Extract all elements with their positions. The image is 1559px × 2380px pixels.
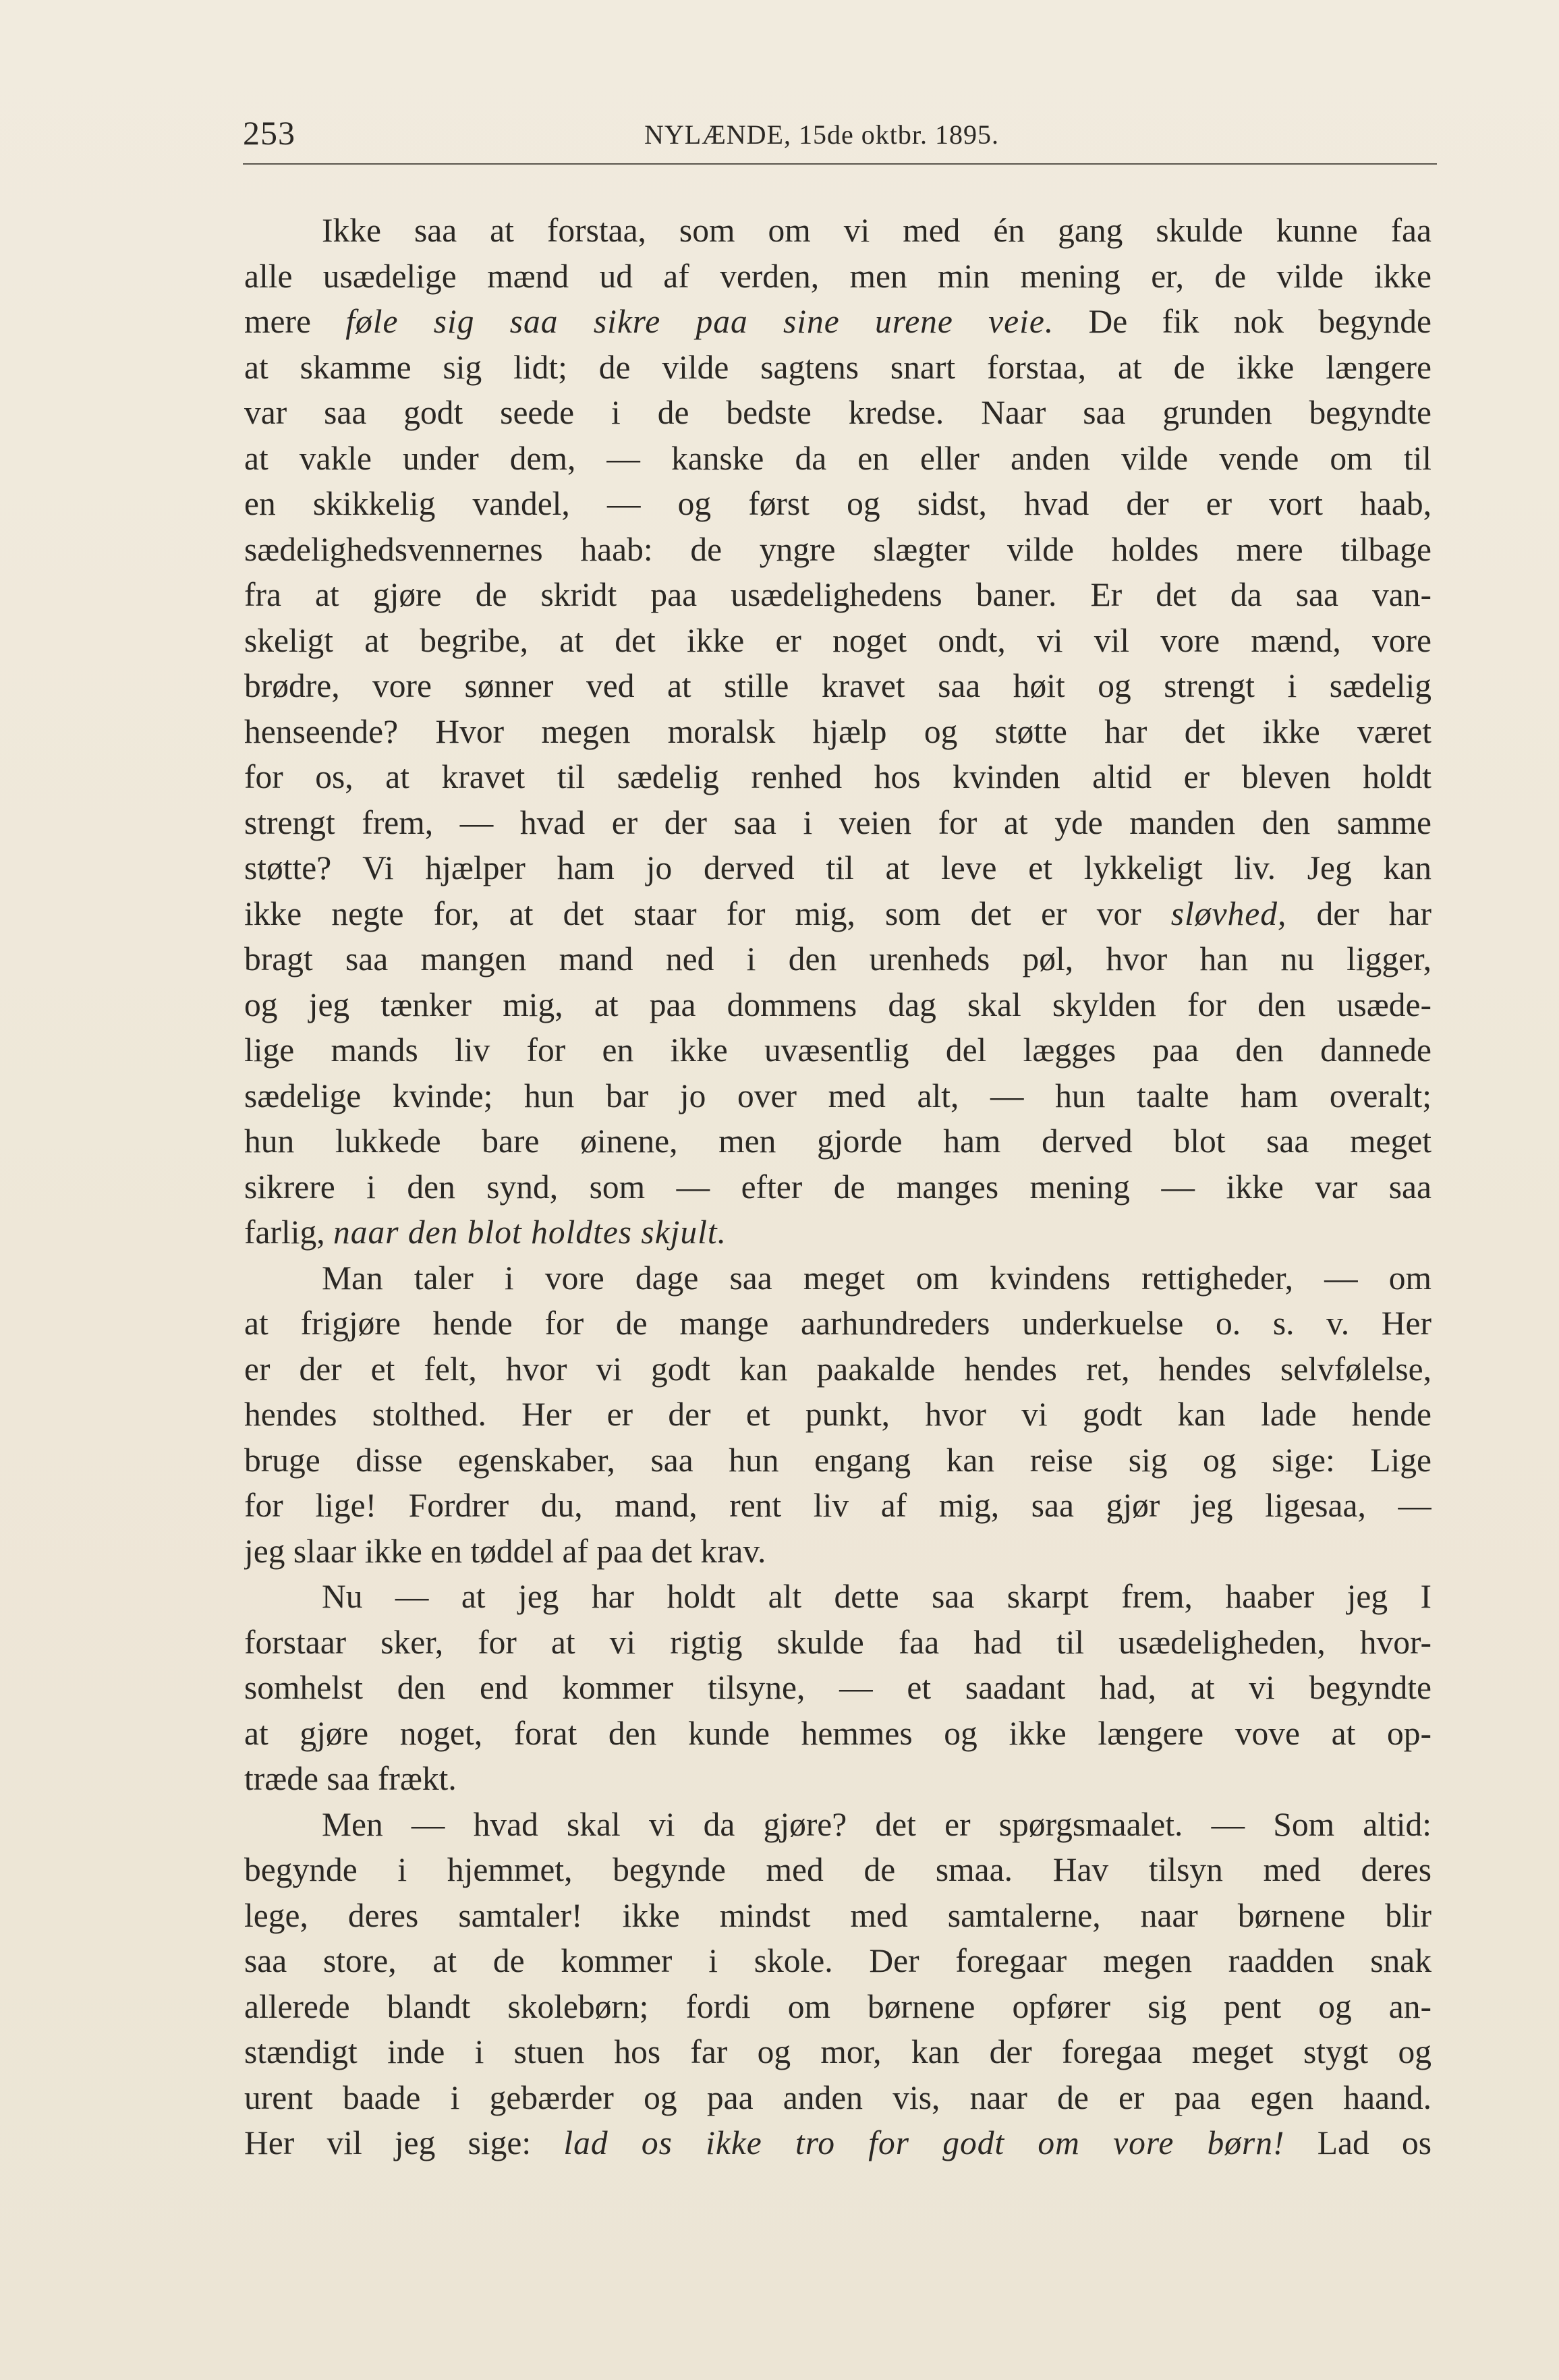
- text-line: [244, 1756, 1432, 1802]
- text-line: [244, 1938, 1432, 1984]
- text-line: [244, 481, 1432, 527]
- text-line: [244, 1301, 1432, 1347]
- text-run: støtte? Vi hjælper ham jo derved til at leve et lykkeligt liv. Jeg kan: [244, 849, 1432, 886]
- text-run: at vakle under dem, — kanske da en eller anden vilde vende om til: [244, 439, 1432, 477]
- text-line: [244, 845, 1432, 891]
- text-run: bruge disse egenskaber, saa hun engang kan reise sig og sige: Lige: [244, 1441, 1432, 1479]
- text-line: [244, 1027, 1432, 1073]
- text-run: for lige! Fordrer du, mand, rent liv af mig, saa gjør jeg ligesaa, —: [244, 1487, 1432, 1524]
- text-line: [244, 1711, 1432, 1757]
- text-line: [244, 891, 1432, 937]
- text-line: [244, 754, 1432, 800]
- text-run: jeg slaar ikke en tøddel af paa det krav.: [244, 1532, 766, 1570]
- text-line: [244, 1847, 1432, 1893]
- text-line: [244, 618, 1432, 664]
- text-line: [244, 390, 1432, 436]
- text-run: fra at gjøre de skridt paa usædelighedens baner. Er det da saa van-: [244, 576, 1432, 613]
- text-line: [244, 663, 1432, 709]
- text-line: [244, 1118, 1432, 1164]
- text-run: mere: [244, 303, 346, 340]
- text-line: [244, 527, 1432, 573]
- text-line: [244, 345, 1432, 391]
- text-run: er der et felt, hvor vi godt kan paakalde hendes ret, hendes selvfølelse,: [244, 1350, 1432, 1388]
- text-line: [244, 254, 1432, 300]
- text-run: sikrere i den synd, som — efter de manges mening — ikke var saa: [244, 1168, 1432, 1206]
- text-run: lige mands liv for en ikke uvæsentlig del lægges paa den dannede: [244, 1031, 1432, 1069]
- text-run: forstaar sker, for at vi rigtig skulde faa had til usædeligheden, hvor-: [244, 1623, 1432, 1661]
- text-run: saa store, at de kommer i skole. Der foregaar megen raadden snak: [244, 1942, 1432, 1979]
- text-run: De fik nok begynde: [1054, 303, 1432, 340]
- text-line: [244, 436, 1432, 482]
- text-line: [244, 1574, 1432, 1620]
- text-run: at skamme sig lidt; de vilde sagtens snart forstaa, at de ikke længere: [244, 348, 1432, 386]
- text-run: træde saa frækt.: [244, 1760, 457, 1797]
- text-run: henseende? Hvor megen moralsk hjælp og støtte har det ikke været: [244, 712, 1432, 750]
- text-line: [244, 1620, 1432, 1666]
- text-run: Nu — at jeg har holdt alt dette saa skarpt frem, haaber jeg I: [322, 1578, 1432, 1615]
- text-run: allerede blandt skolebørn; fordi om børnene opfører sig pent og an-: [244, 1987, 1432, 2025]
- text-line: [244, 2075, 1432, 2121]
- body-text: [244, 208, 1432, 2166]
- page-header: [243, 113, 1437, 161]
- text-line: [244, 1392, 1432, 1438]
- text-line: [244, 800, 1432, 846]
- text-line: [244, 2120, 1432, 2166]
- text-run: der har: [1286, 895, 1432, 932]
- text-run: sædelige kvinde; hun bar jo over med alt, — hun taalte ham overalt;: [244, 1077, 1432, 1114]
- text-run: Lad os: [1284, 2124, 1432, 2161]
- text-line: [244, 936, 1432, 982]
- text-run: og jeg tænker mig, at paa dommens dag skal skylden for den usæde-: [244, 986, 1432, 1023]
- text-run: var saa godt seede i de bedste kredse. Naar saa grunden begyndte: [244, 394, 1432, 431]
- text-run: hendes stolthed. Her er der et punkt, hvor vi godt kan lade hende: [244, 1396, 1432, 1433]
- text-run: farlig,: [244, 1214, 333, 1251]
- text-line: [244, 1347, 1432, 1392]
- italic-text: naar den blot holdtes skjult.: [333, 1214, 727, 1251]
- text-run: at gjøre noget, forat den kunde hemmes og ikke længere vove at op-: [244, 1714, 1432, 1752]
- text-run: skeligt at begribe, at det ikke er noget ondt, vi vil vore mænd, vore: [244, 621, 1432, 659]
- text-run: stændigt inde i stuen hos far og mor, kan der foregaa meget stygt og: [244, 2033, 1432, 2070]
- text-line: [244, 1255, 1432, 1301]
- text-line: [244, 208, 1432, 254]
- text-run: Ikke saa at forstaa, som om vi med én gang skulde kunne faa: [322, 212, 1432, 249]
- italic-text: sløvhed,: [1170, 895, 1287, 932]
- text-line: [244, 982, 1432, 1028]
- text-run: ikke negte for, at det staar for mig, som det er vor: [244, 895, 1171, 932]
- page-number: 253: [243, 114, 295, 152]
- text-line: [244, 1893, 1432, 1939]
- text-run: strengt frem, — hvad er der saa i veien for at yde manden den samme: [244, 803, 1432, 841]
- text-line: [244, 299, 1432, 345]
- running-head: NYLÆNDE, 15de oktbr. 1895.: [644, 119, 999, 150]
- text-line: [244, 709, 1432, 755]
- text-line: [244, 572, 1432, 618]
- italic-text: føle sig saa sikre paa sine urene veie.: [345, 303, 1054, 340]
- text-run: Men — hvad skal vi da gjøre? det er spørgsmaalet. — Som altid:: [322, 1805, 1432, 1843]
- text-run: Her vil jeg sige:: [244, 2124, 564, 2161]
- text-line: [244, 1483, 1432, 1529]
- text-run: Man taler i vore dage saa meget om kvindens rettigheder, — om: [322, 1259, 1432, 1297]
- italic-text: lad os ikke tro for godt om vore børn!: [563, 2124, 1285, 2161]
- header-rule: [243, 163, 1437, 165]
- text-line: [244, 1073, 1432, 1119]
- text-run: for os, at kravet til sædelig renhed hos kvinden altid er bleven holdt: [244, 758, 1432, 795]
- text-run: hun lukkede bare øinene, men gjorde ham derved blot saa meget: [244, 1123, 1432, 1160]
- text-line: [244, 1164, 1432, 1210]
- text-run: alle usædelige mænd ud af verden, men min mening er, de vilde ikke: [244, 257, 1432, 295]
- text-line: [244, 1529, 1432, 1575]
- text-run: urent baade i gebærder og paa anden vis, naar de er paa egen haand.: [244, 2078, 1432, 2116]
- text-run: brødre, vore sønner ved at stille kravet saa høit og strengt i sædelig: [244, 667, 1432, 704]
- text-line: [244, 2029, 1432, 2075]
- text-line: [244, 1802, 1432, 1848]
- text-line: [244, 1665, 1432, 1711]
- text-line: [244, 1438, 1432, 1483]
- text-run: begynde i hjemmet, begynde med de smaa. Hav tilsyn med deres: [244, 1851, 1432, 1888]
- text-run: en skikkelig vandel, — og først og sidst, hvad der er vort haab,: [244, 485, 1432, 522]
- text-run: lege, deres samtaler! ikke mindst med samtalerne, naar børnene blir: [244, 1896, 1432, 1934]
- text-line: [244, 1984, 1432, 2030]
- text-run: at frigjøre hende for de mange aarhundreders underkuelse o. s. v. Her: [244, 1305, 1432, 1342]
- text-run: somhelst den end kommer tilsyne, — et saadant had, at vi begyndte: [244, 1669, 1432, 1706]
- text-run: sædelighedsvennernes haab: de yngre slægter vilde holdes mere tilbage: [244, 530, 1432, 568]
- text-line: [244, 1210, 1432, 1255]
- text-run: bragt saa mangen mand ned i den urenheds pøl, hvor han nu ligger,: [244, 940, 1432, 978]
